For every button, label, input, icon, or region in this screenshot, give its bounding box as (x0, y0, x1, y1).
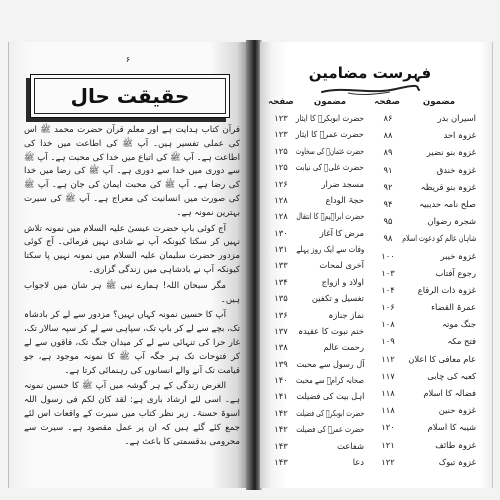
toc-row (376, 387, 476, 399)
toc-subject-cell (296, 243, 364, 255)
toc-subject-cell (402, 250, 476, 262)
toc-subject: غزوہ احد (443, 130, 476, 141)
toc-row (268, 161, 364, 173)
toc-subject-cell (402, 164, 476, 176)
toc-header-left (268, 96, 364, 108)
toc-page-number: ۱۰۶ (381, 302, 395, 313)
toc-page-number: ۱۲۳ (274, 113, 288, 123)
toc-subject-cell (296, 358, 364, 370)
toc-subject: غزوہ طائف (435, 439, 476, 450)
toc-subject-cell (402, 146, 476, 158)
toc-row (268, 292, 364, 304)
toc-row (268, 145, 364, 157)
toc-column-left (268, 112, 364, 468)
toc-page-number: ۱۲۳ (274, 129, 288, 140)
toc-subject-cell (296, 325, 364, 337)
toc-title: فہرست مضامین (308, 64, 432, 82)
toc-subject: حضرت ابوبکرؓ کا ایثار (296, 113, 364, 123)
toc-subject: شاہان عالم کو دعوت اسلام (401, 233, 476, 244)
toc-subject-cell (296, 374, 364, 386)
toc-subject-cell (296, 292, 364, 304)
toc-subject-cell (402, 215, 476, 227)
toc-subject-cell (296, 440, 364, 452)
toc-subject-cell (296, 276, 364, 288)
toc-subject: جنگ موتہ (442, 319, 476, 330)
toc-subject: حضرت علیؓ کی نیابت (295, 162, 364, 173)
toc-subject: غزوہ تبوک (438, 456, 476, 467)
toc-row (376, 404, 476, 416)
toc-subject: حجۃ الوداع (325, 194, 364, 205)
toc-row (268, 341, 364, 353)
toc-subject: غزوہ ذات الرقاع (417, 284, 476, 295)
toc-page-number: ۱۰۸ (381, 319, 395, 330)
toc-row (268, 243, 364, 255)
toc-page-number: ۱۳۴ (274, 276, 288, 287)
toc-subject: تغسیل و تکفین (311, 293, 364, 304)
body-paragraph: مگر سبحان اللہ! ہمارے نبی ﷺ ہر شان میں لاجواب ہیں۔ (24, 280, 240, 305)
toc-subject: رحمت عالم (323, 342, 364, 353)
toc-page-number: ۱۴۲ (274, 424, 288, 435)
toc-subject-cell (296, 259, 364, 271)
toc-subject: فضالہ کا اسلام (423, 388, 476, 398)
toc-subject-cell (402, 439, 476, 451)
toc-subject: مسجد ضرار (321, 178, 364, 189)
toc-page-number: ۱۲۸ (274, 211, 288, 222)
toc-row (376, 164, 476, 176)
toc-subject: کعبہ کی چابی (427, 370, 476, 381)
toc-subject-cell (402, 335, 476, 347)
toc-row (268, 423, 364, 435)
swash-flourish (348, 92, 390, 95)
toc-page-number: ۱۲۱ (381, 439, 395, 450)
toc-page-number: ۱۴۲ (274, 407, 288, 418)
chapter-title-box (30, 74, 230, 118)
toc-subject-cell (402, 353, 476, 365)
body-paragraph: آپ کا حسین نمونہ کہاں نہیں؟ مزدور سے لے کر بادشاہ تک، بچے سے لے کر باپ تک، سپاہی سے لے کر سپہ سالار تک، غار حرا کی تنہائی سے لے کر میدان جنگ تک، فاقوں سے لے کر فتوحات تک ہر جگہ آپ ﷺ کا نمونہ موجود ہے، جو قیامت تک آنے والے انسانوں کی رہنمائی کرتا ہے۔ (24, 310, 240, 376)
toc-row (376, 301, 476, 313)
toc-subject: اسیران بدر (437, 113, 476, 123)
toc-row (376, 267, 476, 279)
toc-page-number: ۱۳۵ (274, 293, 288, 304)
toc-page-number: ۱۱۸ (381, 405, 395, 416)
toc-header-page: صفحہ (374, 97, 400, 107)
page-number: ۶ (125, 55, 131, 64)
toc-subject: فتح مکہ (447, 336, 476, 347)
toc-page-number: ۹۱ (383, 164, 393, 175)
toc-subject-cell (402, 456, 476, 468)
toc-subject: غزوہ خیبر (440, 250, 476, 261)
toc-row (268, 259, 364, 271)
toc-row (268, 456, 364, 468)
toc-header-subject: مضمون (422, 97, 456, 107)
toc-page-number: ۹۴ (383, 198, 393, 209)
toc-subject: عام معافی کا اعلان (408, 353, 476, 364)
toc-row (376, 215, 476, 227)
toc-row (268, 390, 364, 402)
toc-row (376, 284, 476, 296)
toc-subject-cell (296, 309, 364, 321)
toc-row (268, 440, 364, 452)
toc-row (268, 128, 364, 140)
toc-subject: اہل بیت کی فضیلت (295, 391, 364, 402)
toc-subject: حضرت عمرؓ کا ایثار (295, 129, 364, 140)
toc-subject-cell (296, 178, 364, 190)
toc-subject: شجرہ رضوان (427, 216, 476, 227)
toc-page-number: ۱۲۵ (274, 162, 288, 173)
toc-subject-cell (296, 456, 364, 468)
toc-subject: حضرت عمرؓ کی فضیلت (296, 424, 364, 435)
toc-page-number: ۱۰۴ (381, 284, 395, 295)
toc-page-number: ۱۳۸ (274, 342, 288, 353)
toc-row (376, 232, 476, 244)
toc-page-number: ۱۰۳ (381, 267, 395, 278)
toc-subject: شفاعت (336, 440, 364, 451)
toc-page-number: ۱۱۸ (381, 388, 395, 398)
toc-page-number: ۱۴۰ (274, 375, 288, 385)
toc-page-number: ۱۴۱ (274, 391, 288, 402)
toc-subject-cell (296, 128, 364, 140)
toc-header-subject: مضمون (313, 97, 347, 107)
toc-subject: عمرۃ القضاء (431, 302, 476, 313)
toc-subject-cell (402, 232, 476, 244)
toc-subject: آخری لمحات (319, 260, 364, 271)
toc-row (268, 178, 364, 190)
toc-subject: رجوع آفتاب (435, 267, 476, 278)
toc-row (376, 198, 476, 210)
toc-row (376, 421, 476, 433)
toc-subject: آل رسول سے محبت (296, 358, 364, 369)
toc-subject: نماز جنازہ (328, 309, 364, 320)
toc-page-number: ۹۲ (383, 181, 393, 192)
toc-subject-cell (402, 421, 476, 433)
toc-page-number: ۱۱۷ (381, 370, 395, 381)
toc-subject-cell (296, 210, 364, 222)
toc-subject-cell (402, 112, 476, 124)
swash-stroke (322, 86, 419, 92)
toc-subject-cell (296, 390, 364, 402)
toc-row (268, 112, 364, 124)
toc-subject: حضرت ابراہیمؓ کا انتقال (295, 211, 364, 222)
toc-subject-cell (296, 227, 364, 239)
body-text (24, 124, 240, 451)
toc-page-number: ۱۳۶ (274, 309, 288, 320)
toc-subject-cell (402, 198, 476, 210)
title-swash (318, 84, 422, 96)
toc-page-number: ۱۳۰ (274, 227, 288, 238)
toc-row (268, 210, 364, 222)
toc-subject-cell (402, 404, 476, 416)
toc-subject-cell (296, 194, 364, 206)
toc-page-number: ۱۳۱ (274, 244, 288, 254)
toc-subject-cell (402, 181, 476, 193)
toc-header-right (376, 96, 476, 108)
toc-row (376, 335, 476, 347)
toc-subject: غزوہ بنو قریظہ (420, 181, 476, 192)
toc-subject-cell (296, 161, 364, 173)
toc-row (376, 318, 476, 330)
toc-subject: صحابہ کرامؓ سے محبت (296, 375, 364, 385)
toc-subject: دعا (352, 456, 364, 467)
toc-row (376, 353, 476, 365)
toc-page-number: ۱۳۹ (274, 358, 288, 369)
toc-page-number: ۱۳۳ (274, 260, 288, 271)
toc-row (268, 407, 364, 419)
toc-subject-cell (296, 423, 364, 435)
toc-row (376, 181, 476, 193)
toc-column-right (376, 112, 476, 468)
toc-page-number: ۱۰۰ (381, 250, 395, 261)
toc-subject-cell (296, 112, 364, 124)
toc-page-number: ۸۶ (383, 113, 393, 123)
toc-header-row (376, 96, 476, 108)
toc-row (268, 309, 364, 321)
toc-row (268, 276, 364, 288)
body-paragraph: الغرض زندگی کے ہر گوشہ میں آپ ﷺ کا حسین نمونہ ہے۔ اسی لئے ارشاد باری ہے: لقد کان لکم فی رسول اللہ اسوۃ حسنۃ۔ زیر نظر کتاب میں سیرت کے واقعات اس لئے جمع کئے گئے ہیں کہ ان پر عمل مقصود ہے۔ سیرت سے محرومی بدقسمتی کا باعث ہے۔ (24, 381, 240, 447)
toc-page-number: ۸۹ (383, 147, 393, 158)
toc-subject-cell (402, 301, 476, 313)
toc-page-number: ۱۲۶ (274, 178, 288, 189)
toc-row (268, 374, 364, 386)
body-paragraph: قرآن کتاب ہدایت ہے اور معلم قرآن حضرت محمد ﷺ اس کی عملی تفسیر ہیں۔ آپ ﷺ کی اطاعت میں خدا کی اطاعت ہے۔ آپ ﷺ کی اتباع میں خدا کی محبت ہے۔ آپ ﷺ سے دوری میں خدا سے دوری ہے۔ آپ ﷺ کی رضا میں خدا کی رضا ہے۔ آپ ﷺ کی محبت ایمان کی جان ہے۔ آپ ﷺ کی صورت میں انسانیت کی معراج ہے۔ آپ ﷺ کی سیرت بہترین نمونہ ہے۔ (24, 125, 240, 218)
toc-page-number: ۱۲۵ (274, 145, 288, 156)
toc-subject: حضرت ابوبکرؓ کی فضیلت (296, 407, 364, 418)
toc-subject-cell (296, 407, 364, 419)
toc-page-number: ۸۸ (383, 130, 393, 141)
toc-subject: غزوہ بنو نضیر (426, 147, 476, 158)
toc-subject: اولاد و ازواج (321, 276, 364, 287)
toc-page-number: ۱۱۲ (381, 353, 395, 364)
toc-row (268, 227, 364, 239)
toc-subject-cell (402, 318, 476, 330)
toc-row (376, 129, 476, 141)
toc-page-number: ۱۲۸ (274, 194, 288, 205)
toc-subject-cell (402, 129, 476, 141)
toc-subject: وفات سے ایک روز پہلے (296, 244, 364, 254)
toc-row (268, 194, 364, 206)
toc-subject-cell (402, 284, 476, 296)
toc-row (376, 112, 476, 124)
toc-header-page: صفحہ (268, 97, 294, 107)
toc-page-number: ۹۵ (383, 216, 393, 227)
toc-subject: مرض کا آغاز (319, 227, 364, 238)
toc-row (376, 146, 476, 158)
toc-subject-cell (296, 145, 364, 157)
toc-row (376, 370, 476, 382)
toc-page-number: ۱۳۷ (274, 325, 288, 336)
toc-subject: شیبہ کا اسلام (427, 422, 476, 433)
toc-subject-cell (402, 267, 476, 279)
toc-subject: حضرت عثمانؓ کی سخاوت (295, 145, 364, 156)
toc-row (376, 439, 476, 451)
toc-row (268, 325, 364, 337)
toc-page-number: ۱۴۳ (274, 456, 288, 467)
toc-page-number: ۹۸ (383, 233, 393, 244)
toc-subject: صلح نامہ حدیبیہ (419, 198, 476, 209)
toc-subject: غزوہ خندق (436, 164, 476, 175)
toc-row (268, 358, 364, 370)
toc-page-number: ۱۲۰ (381, 422, 395, 433)
toc-row (376, 456, 476, 468)
toc-subject: غزوہ حنین (438, 405, 476, 416)
body-paragraph: آج کوئی باپ حضرت عیسیٰ علیہ السلام میں نمونہ تلاش نہیں کر سکتا کیونکہ آپ نے شادی نہیں فرمائی۔ آج کوئی مزدور حضرت سلیمان علیہ السلام میں نمونہ نہیں پا سکتا کیونکہ آپ نے بادشاہی میں زندگی گزاری۔ (24, 223, 240, 275)
chapter-title: حقیقت حال (70, 84, 190, 108)
toc-row (376, 250, 476, 262)
toc-subject-cell (402, 370, 476, 382)
toc-page-number: ۱۰۹ (381, 336, 395, 347)
toc-subject: ختم نبوت کا عقیدہ (298, 325, 364, 336)
toc-page-number: ۱۴۳ (274, 440, 288, 451)
toc-header-row (268, 96, 364, 108)
toc-page-number: ۱۲۲ (381, 456, 395, 467)
toc-subject-cell (296, 341, 364, 353)
toc-subject-cell (402, 387, 476, 399)
